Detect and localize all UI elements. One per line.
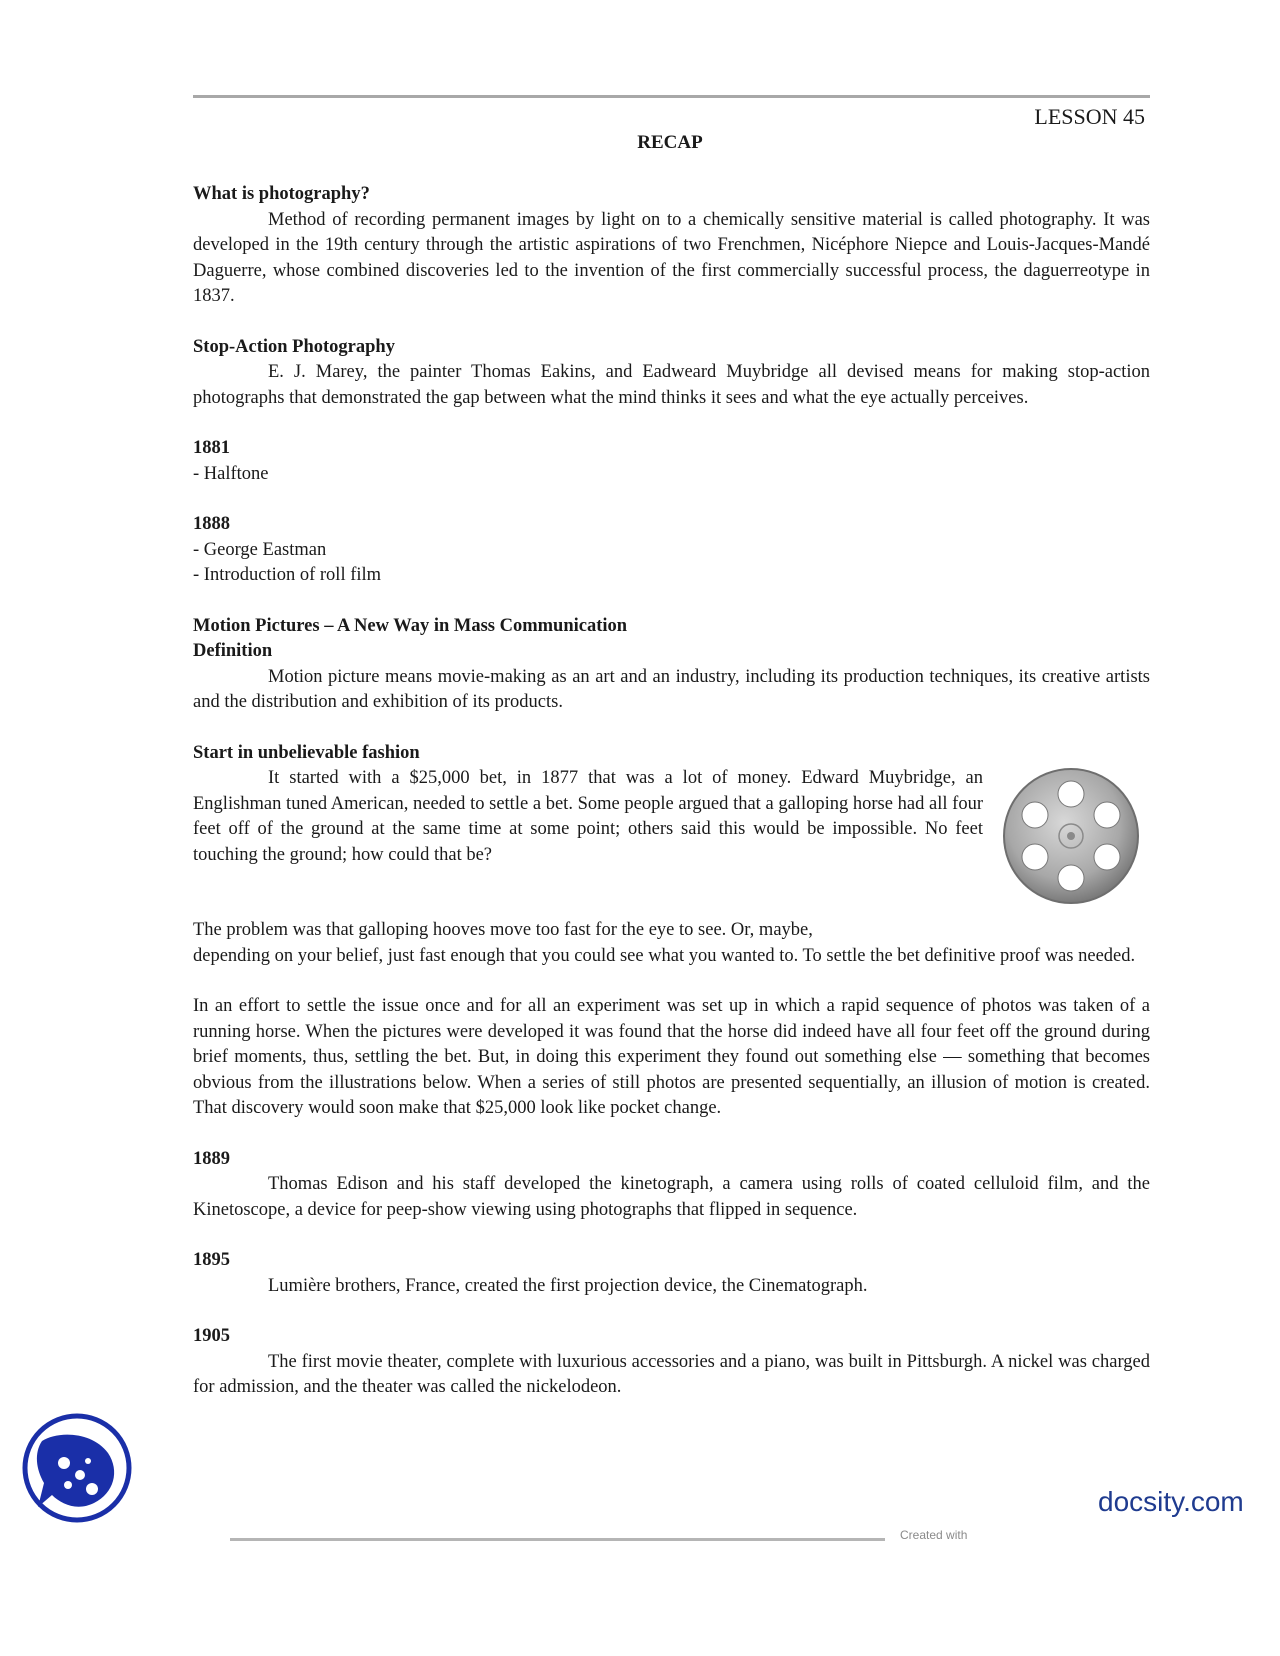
paragraph-1905: The first movie theater, complete with luxurious accessories and a piano, was built in Pittsburgh. A nickel was charged for admission, and the theater was called the nickelodeon. <box>193 1351 1150 1397</box>
heading-1895: 1895 <box>193 1250 230 1270</box>
list-item: - George Eastman <box>193 539 327 560</box>
list-item: - Halftone <box>193 463 269 484</box>
heading-definition: Definition <box>193 641 273 661</box>
paragraph-problem-first-line: The problem was that galloping hooves move too fast for the eye to see. Or, maybe, <box>193 920 813 940</box>
created-with-label: Created with <box>900 1528 968 1542</box>
bottom-rule <box>230 1538 885 1541</box>
paragraph-bet: It started with a $25,000 bet, in 1877 that was a lot of money. Edward Muybridge, an Englishman tuned American, needed to settle a bet. Some people argued that a galloping horse had all four feet off of the ground at the same time at some point; others said this would be impossible. No feet touching the ground; how could that be? <box>193 768 983 865</box>
heading-photography: What is photography? <box>193 184 370 204</box>
paragraph-experiment: In an effort to settle the issue once and for all an experiment was set up in which a rapid sequence of photos was taken of a running horse. When the pictures were developed it was found that the horse did indeed have all four feet off the ground during brief moments, thus, settling the bet. But, in doing this experiment they found out something else — something that becomes obvious from the illustrations below. When a series of still photos are presented sequentially, an illusion of motion is created. That discovery would soon make that $25,000 look like pocket change. <box>193 996 1150 1118</box>
page-title: RECAP <box>637 132 703 153</box>
heading-start: Start in unbelievable fashion <box>193 742 420 763</box>
docsity-brand-link[interactable]: docsity.com <box>1098 1486 1244 1517</box>
paragraph-1889: Thomas Edison and his staff developed the kinetograph, a camera using rolls of coated celluloid film, and the Kinetoscope, a device for peep-show viewing using photographs that flipped in sequence. <box>193 1174 1150 1220</box>
heading-1881: 1881 <box>193 438 230 458</box>
paragraph-definition: Motion picture means movie-making as an art and an industry, including its production techniques, its creative artists and the distribution and exhibition of its products. <box>193 666 1150 712</box>
film-reel-image <box>1001 766 1141 906</box>
paragraph-1895: Lumière brothers, France, created the first projection device, the Cinematograph. <box>268 1275 868 1296</box>
docsity-logo-icon <box>22 1413 132 1523</box>
paragraph-problem: depending on your belief, just fast enough that you could see what you wanted to. To settle the bet definitive proof was needed. <box>193 945 1136 966</box>
heading-1888: 1888 <box>193 514 230 534</box>
heading-motion-pictures: Motion Pictures – A New Way in Mass Communication <box>193 615 628 636</box>
heading-1905: 1905 <box>193 1326 230 1346</box>
lesson-number: LESSON 45 <box>1034 104 1145 129</box>
heading-1889: 1889 <box>193 1148 230 1169</box>
list-item: - Introduction of roll film <box>193 565 382 585</box>
document-body <box>193 182 1150 1401</box>
paragraph-stop-action: E. J. Marey, the painter Thomas Eakins, and Eadweard Muybridge all devised means for making stop-action photographs that demonstrated the gap between what the mind thinks it sees and what the eye actually perceives. <box>193 362 1150 408</box>
paragraph-photography: Method of recording permanent images by light on to a chemically sensitive material is called photography. It was developed in the 19th century through the artistic aspirations of two Frenchmen, Nicéphore Niepce and Louis-Jacques-Mandé Daguerre, whose combined discoveries led to the invention of the first commercially successful process, the daguerreotype in 1837. <box>193 209 1150 306</box>
reel-row <box>193 766 1150 906</box>
top-rule <box>193 95 1150 98</box>
heading-stop-action: Stop-Action Photography <box>193 336 395 357</box>
